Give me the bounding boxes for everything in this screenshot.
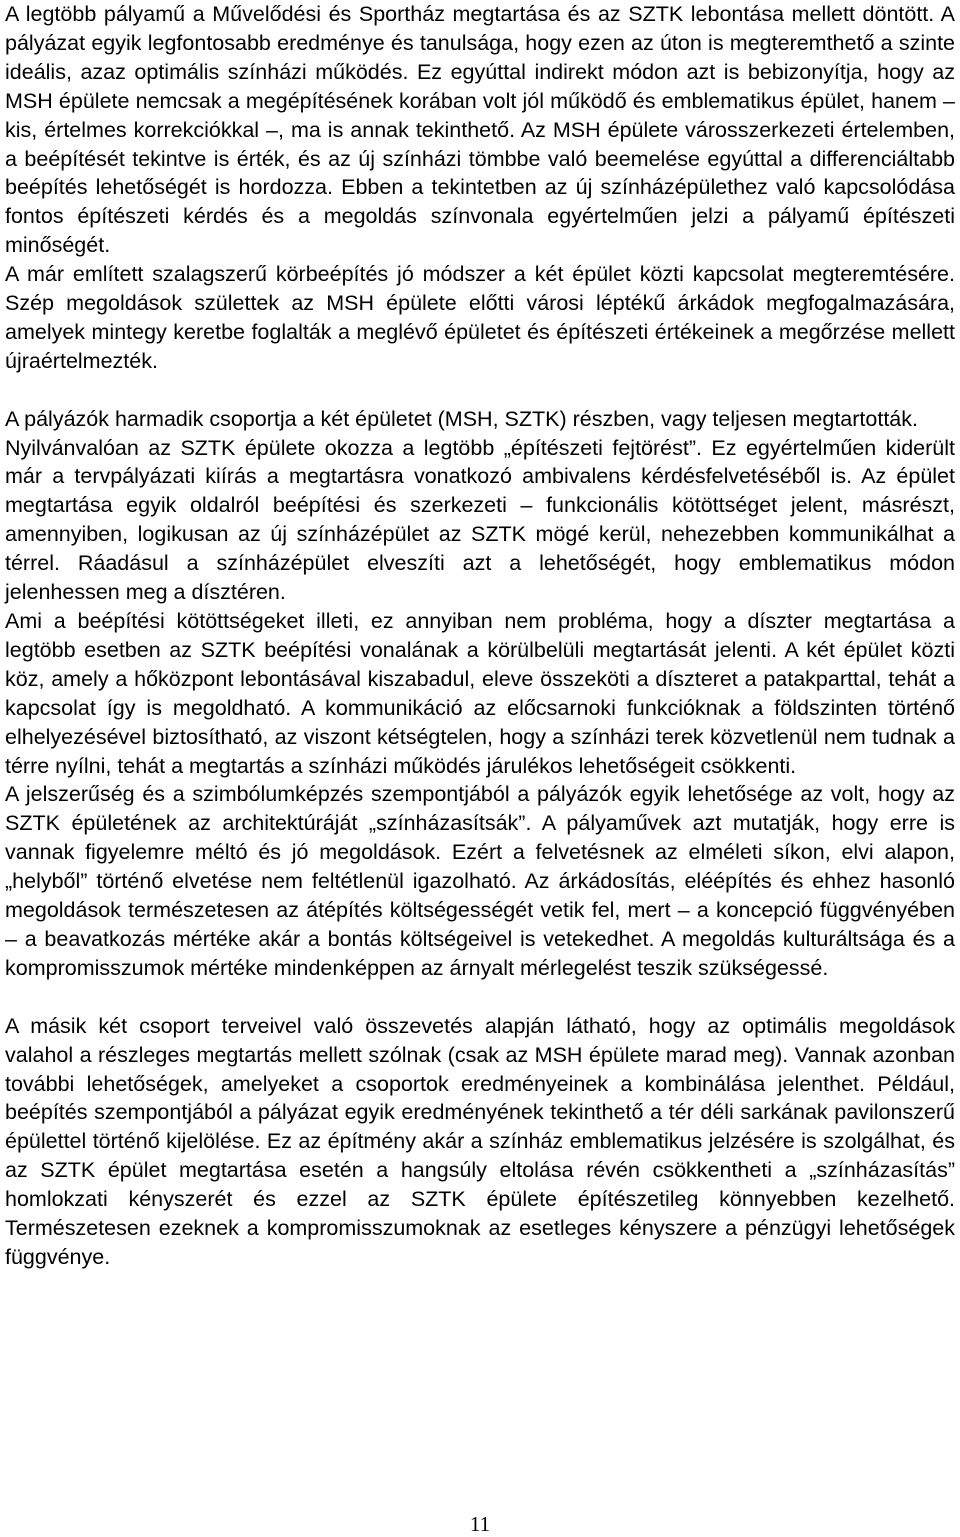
paragraph: A legtöbb pályamű a Művelődési és Sportház megtartása és az SZTK lebontása mellett döntött. A pályázat egyik legfontosabb eredménye és tanulsága, hogy ezen az úton is megteremthető a szinte ideális, azaz optimális színházi működés. Ez egyúttal indirekt módon azt is bebizonyítja, hogy az MSH épülete nemcsak a megépítésének korában volt jól működő és emblematikus épület, hanem – kis, értelmes korrekciókkal –, ma is annak tekinthető. Az MSH épülete városszerkezeti értelemben, a beépítését tekintve is érték, és az új színházi tömbbe való beemelése egyúttal a differenciáltabb beépítés lehetőségét is hordozza. Ebben a tekintetben az új színházépülethez való kapcsolódása fontos építészeti kérdés és a megoldás színvonala egyértelműen jelzi a pályamű építészeti minőségét.	[5, 2, 955, 258]
paragraph: A pályázók harmadik csoportja a két épületet (MSH, SZTK) részben, vagy teljesen megtartották.	[5, 406, 918, 431]
paragraph: A másik két csoport terveivel való összevetés alapján látható, hogy az optimális megoldások valahol a részleges megtartás mellett szólnak (csak az MSH épülete marad meg). Vannak azonban további lehetőségek, amelyeket a csoportok eredményeinek a kombinálása jelenthet. Például, beépítés szempontjából a pályázat egyik eredményének tekinthető a tér déli sarkának pavilonszerű épülettel történő kijelölése. Ez az építmény akár a színház emblematikus jelzésére is szolgálhat, és az SZTK épület megtartása esetén a hangsúly eltolása révén csökkentheti a „színházasítás” homlokzati kényszerét és ezzel az SZTK épülete építészetileg könnyebben kezelhető. Természetesen ezeknek a kompromisszumoknak az esetleges kényszere a pénzügyi lehetőségek függvénye.	[5, 1013, 955, 1269]
paragraph: A már említett szalagszerű körbeépítés jó módszer a két épület közti kapcsolat megteremtésére. Szép megoldások születtek az MSH épülete előtti városi léptékű árkádok megfogalmazására, amelyek mintegy keretbe foglalták a meglévő épületet és építészeti értékeinek a megőrzése mellett újraértelmezték.	[5, 262, 955, 373]
paragraph: A jelszerűség és a szimbólumképzés szempontjából a pályázók egyik lehetősége az volt, hogy az SZTK épületének az architektúráját „színházasítsák”. A pályaművek azt mutatják, hogy erre is vannak figyelemre méltó és jó megoldások. Ezért a felvetésnek az elméleti síkon, elvi alapon, „helyből” történő elvetése nem feltétlenül igazolható. Az árkádosítás, eléépítés és ehhez hasonló megoldások természetesen az átépítés költségességét vetik fel, mert – a koncepció függvényében – a beavatkozás mértéke akár a bontás költségeivel is vetekedhet. A megoldás kulturáltsága és a kompromisszumok mértéke mindenképpen az árnyalt mérlegelést teszik szükségessé.	[5, 782, 955, 980]
paragraph-gap	[5, 376, 955, 405]
paragraph-gap	[5, 983, 955, 1012]
document-page	[5, 0, 955, 1272]
paragraph: Nyilvánvalóan az SZTK épülete okozza a legtöbb „építészeti fejtörést”. Ez egyértelműen kiderült már a tervpályázati kiírás a megtartásra vonatkozó ambivalens kérdésfelvetéséből is. Az épület megtartása egyik oldalról beépítési és szerkezeti – funkcionális kötöttséget jelent, másrészt, amennyiben, logikusan az új színházépület az SZTK mögé kerül, nehezebben kommunikálhat a térrel. Ráadásul a színházépület elveszíti azt a lehetőségét, hogy emblematikus módon jelenhessen meg a dísztéren.	[5, 435, 955, 605]
paragraph: Ami a beépítési kötöttségeket illeti, ez annyiban nem probléma, hogy a díszter megtartása a legtöbb esetben az SZTK beépítési vonalának a körülbelüli megtartását jelenti. A két épület közti köz, amely a hőközpont lebontásával kiszabadul, eleve összeköti a díszteret a patakparttal, tehát a kapcsolat így is megoldható. A kommunikáció az előcsarnoki funkcióknak a földszinten történő elhelyezésével biztosítható, az viszont kétségtelen, hogy a színházi terek közvetlenül nem tudnak a térre nyílni, tehát a megtartás a színházi működés járulékos lehetőségeit csökkenti.	[5, 609, 955, 778]
page-number: 11	[469, 1512, 491, 1536]
